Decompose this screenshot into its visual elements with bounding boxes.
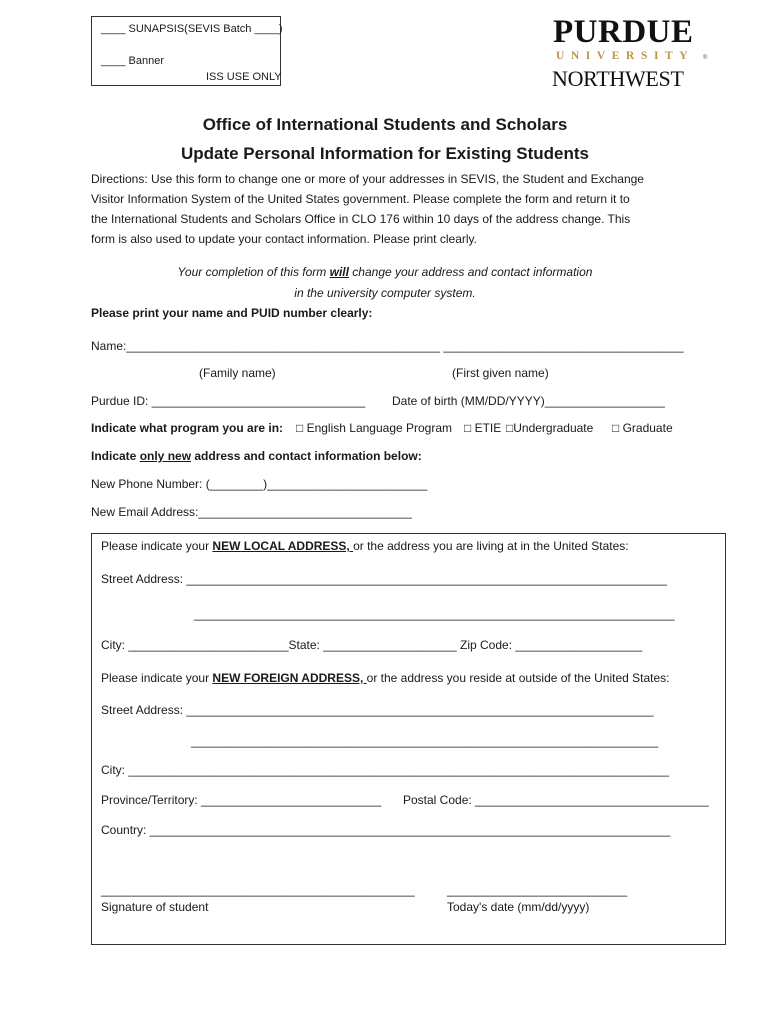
program-label: Indicate what program you are in: <box>91 421 284 435</box>
foreign-province-field[interactable]: Province/Territory: ___________________________ <box>101 793 382 807</box>
signature-label: Signature of student <box>101 900 209 914</box>
iss-use-only-label: ISS USE ONLY <box>206 71 282 83</box>
date-label: Today's date (mm/dd/yyyy) <box>447 900 590 914</box>
new-email-field[interactable]: New Email Address:________________________________ <box>91 505 412 519</box>
directions-line-4: form is also used to update your contact information. Please print clearly. <box>91 232 477 246</box>
iss-banner-line: ____ Banner <box>101 55 164 67</box>
checkbox-graduate[interactable]: □ Graduate <box>612 421 673 435</box>
date-line[interactable]: ___________________________ <box>447 883 628 897</box>
signature-line[interactable]: _______________________________________________ <box>101 883 415 897</box>
registered-mark: ® <box>703 55 708 61</box>
purdue-id-field[interactable]: Purdue ID: ________________________________ <box>91 394 366 408</box>
purdue-logo-northwest: NORTHWEST <box>552 66 684 91</box>
local-address-heading: Please indicate your NEW LOCAL ADDRESS, or the address you are living at in the United States: <box>101 539 629 553</box>
iss-sunapsis-line: ____ SUNAPSIS(SEVIS Batch ____) <box>101 23 283 35</box>
foreign-street-address-field-2[interactable]: ______________________________________________________________________ <box>191 734 659 748</box>
checkbox-etie[interactable]: □ ETIE <box>464 421 502 435</box>
print-instruction: Please print your name and PUID number clearly: <box>91 306 373 320</box>
foreign-street-address-field[interactable]: Street Address: ______________________________________________________________________ <box>101 703 654 717</box>
first-name-label: (First given name) <box>452 366 549 380</box>
notice-line-1: Your completion of this form will change your address and contact information <box>177 265 593 279</box>
foreign-city-field[interactable]: City: _________________________________________________________________________________ <box>101 763 669 777</box>
foreign-country-field[interactable]: Country: ______________________________________________________________________________ <box>101 823 671 837</box>
directions-line-3: the International Students and Scholars Office in CLO 176 within 10 days of the address change. This <box>91 212 631 226</box>
name-field[interactable]: Name:_______________________________________________ ____________________________________ <box>91 339 684 353</box>
purdue-logo-wordmark: PURDUE <box>553 14 694 50</box>
new-phone-field[interactable]: New Phone Number: (________)________________________ <box>91 477 428 491</box>
family-name-label: (Family name) <box>199 366 276 380</box>
checkbox-undergraduate[interactable]: □Undergraduate <box>506 421 594 435</box>
page-title: Office of International Students and Scholars <box>202 115 568 134</box>
date-of-birth-field[interactable]: Date of birth (MM/DD/YYYY)__________________ <box>392 394 665 408</box>
local-street-address-field-2[interactable]: ________________________________________________________________________ <box>194 607 675 621</box>
new-address-heading: Indicate only new address and contact information below: <box>91 449 422 463</box>
purdue-logo-university: UNIVERSITY <box>556 50 695 62</box>
notice-line-2: in the university computer system. <box>294 286 476 300</box>
foreign-postal-code-field[interactable]: Postal Code: ___________________________________ <box>403 793 709 807</box>
checkbox-english-language-program[interactable]: □ English Language Program <box>296 421 453 435</box>
page-subtitle: Update Personal Information for Existing Students <box>180 144 590 163</box>
local-city-state-zip-field[interactable]: City: ________________________State: ____________________ Zip Code: ___________________ <box>101 638 643 652</box>
directions-line-1: Directions: Use this form to change one or more of your addresses in SEVIS, the Student and Exchange <box>91 172 644 186</box>
directions-line-2: Visitor Information System of the United States government. Please complete the form and return it to <box>91 192 630 206</box>
local-street-address-field[interactable]: Street Address: ________________________________________________________________________ <box>101 572 667 586</box>
foreign-address-heading: Please indicate your NEW FOREIGN ADDRESS, or the address you reside at outside of the United States: <box>101 671 670 685</box>
